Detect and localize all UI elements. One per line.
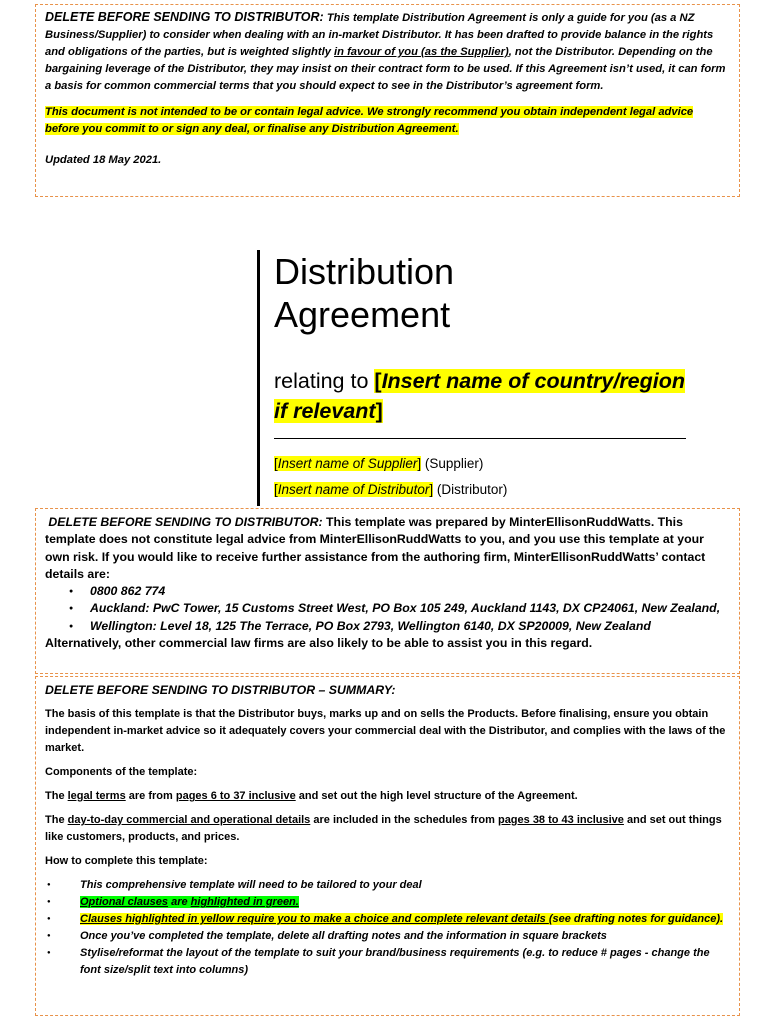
legal-text-b: are from (125, 790, 176, 802)
intro-text-b: , not the Distributor. Depending on the bargaining leverage of the Distributor, they may insist on their contract form to be used. If this Agreement isn’t used, it can form a basis for common commercial terms that you should expect to see in the Distributor’s agreement form. (45, 46, 726, 92)
cover-title-block (257, 250, 697, 500)
supplier-party: [Insert name of Supplier] (Supplier) (274, 456, 484, 471)
distributor-party: [Insert name of Distributor] (Distributor) (274, 482, 508, 497)
intro-paragraph (45, 9, 730, 95)
how-to-heading: How to complete this template: (45, 855, 208, 867)
contacts-closing: Alternatively, other commercial law firms are also likely to be able to assist you in this regard. (45, 636, 593, 651)
legal-advice-warning (45, 104, 730, 138)
legal-terms-paragraph (45, 788, 730, 805)
drafting-note-box-contacts (35, 508, 740, 674)
how-to-item-green (80, 894, 730, 911)
distributor-label: (Distributor) (433, 482, 508, 497)
distributor-placeholder: Insert name of Distributor (277, 482, 430, 497)
how-to-item: ● Once you’ve completed the template, delete all drafting notes and the information in square brackets (80, 928, 730, 945)
how-to-item: ● Stylise/reformat the layout of the template to suit your brand/business requirements (e.g. to reduce # pages - change the font size/split text into columns) (80, 945, 730, 979)
relating-to (274, 366, 697, 426)
title-line-2: Agreement (274, 294, 451, 335)
legal-pages: pages 6 to 37 inclusive (175, 790, 296, 802)
country-placeholder: Insert name of country/region if relevant (274, 369, 686, 423)
summary-heading: DELETE BEFORE SENDING TO DISTRIBUTOR – SUMMARY: (45, 683, 396, 697)
legal-text-c: and set out the high level structure of the Agreement. (295, 790, 578, 802)
how-to-list (45, 877, 730, 979)
day-to-day-paragraph (45, 812, 730, 846)
note-lead: DELETE BEFORE SENDING TO DISTRIBUTOR: (45, 10, 324, 24)
title-divider-line (257, 250, 260, 506)
yellow-clauses: Clauses highlighted in yellow require you to make a choice and complete relevant details (80, 913, 549, 925)
drafting-note-box-summary (35, 676, 740, 1016)
contact-list (45, 583, 730, 635)
yellow-rest: (see drafting notes for guidance). (548, 913, 724, 925)
supplier-label: (Supplier) (421, 456, 484, 471)
contact-wellington: ● Wellington: Level 18, 125 The Terrace, PO Box 2793, Wellington 6140, DX SP20009, New Zealand (90, 618, 730, 635)
optional-mid: are (168, 896, 191, 908)
summary-basis: The basis of this template is that the Distributor buys, marks up and on sells the Products. Before finalising, ensure you obtain independent in-market advice so it adequately covers your commercial deal with the Distributor, and complies with the laws of the market. (45, 708, 726, 754)
document-title (274, 250, 454, 336)
day-pages: pages 38 to 43 inclusive (497, 814, 624, 826)
day-text-a: The (45, 814, 68, 826)
updated-date: Updated 18 May 2021. (45, 154, 162, 166)
title-rule (274, 438, 686, 439)
bracket-close: ] (375, 399, 383, 423)
highlighted-green: highlighted in green. (190, 896, 299, 908)
legal-advice-text: This document is not intended to be or contain legal advice. We strongly recommend you obtain independent legal advice before you commit to or sign any deal, or finalise any Distribution Agreement. (45, 106, 694, 135)
optional-clauses: Optional clauses (80, 896, 169, 908)
how-to-item-yellow (80, 911, 730, 928)
day-text-b: are included in the schedules from (310, 814, 498, 826)
components-heading: Components of the template: (45, 766, 198, 778)
supplier-placeholder: Insert name of Supplier (277, 456, 418, 471)
title-line-1: Distribution (274, 251, 455, 292)
drafting-note-box-intro (35, 4, 740, 197)
intro-text-a: This template Distribution Agreement is only a guide for you (as a NZ Business/Supplier) to consider when dealing with an in-market Distributor. It has been drafted to provide balance in the rights and obligations of the parties, but is weighted slightly (45, 12, 714, 58)
contacts-lead: DELETE BEFORE SENDING TO DISTRIBUTOR: (48, 515, 323, 529)
intro-underlined: in favour of you (as the Supplier) (334, 46, 509, 58)
day-text-c: and set out things like customers, products, and prices. (45, 814, 722, 843)
bracket-open: [ (374, 369, 382, 393)
day-details: day-to-day commercial and operational details (67, 814, 311, 826)
contacts-intro-text: This template was prepared by MinterEllisonRuddWatts. This template does not constitute legal advice from MinterEllisonRuddWatts to you, and you use this template at your own risk. If you would like to receive further assistance from the authoring firm, MinterEllisonRuddWatts’ contact details are: (45, 515, 706, 581)
legal-terms-link: legal terms (67, 790, 126, 802)
relating-label: relating to (274, 369, 375, 393)
contact-phone: ● 0800 862 774 (90, 583, 730, 600)
contacts-intro (45, 514, 730, 583)
how-to-item: ● This comprehensive template will need to be tailored to your deal (80, 877, 730, 894)
legal-text-a: The (45, 790, 68, 802)
contact-auckland: ● Auckland: PwC Tower, 15 Customs Street West, PO Box 105 249, Auckland 1143, DX CP24061, New Zealand, (90, 600, 730, 617)
